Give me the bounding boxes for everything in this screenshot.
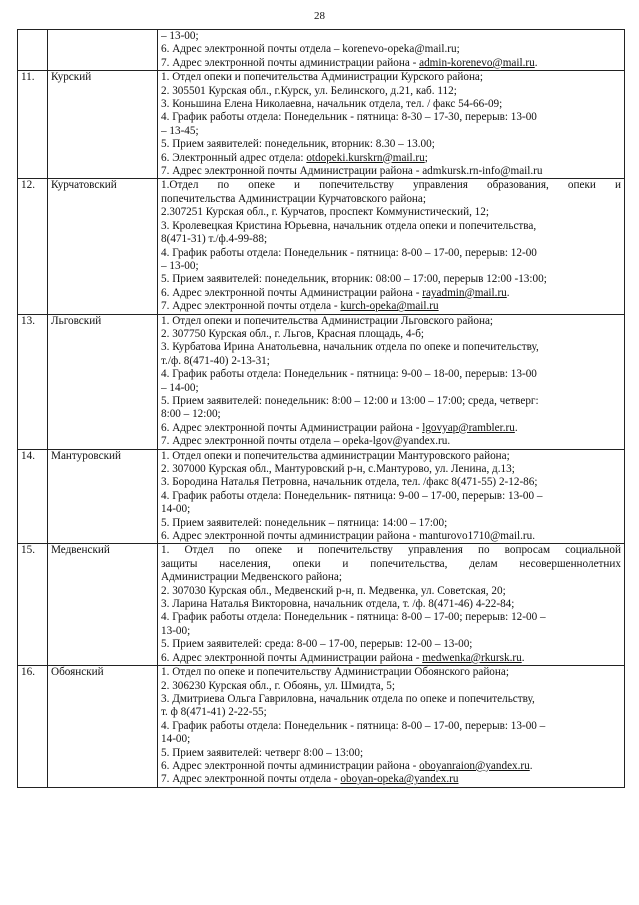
info-text: 6. Адрес электронной почты Администрации района -: [161, 286, 423, 299]
info-line: [161, 666, 621, 679]
department-info: [158, 179, 625, 314]
info-text: 7. Адрес электронной почты отдела -: [161, 300, 341, 313]
info-text: 6. Адрес электронной почты Администрации района -: [161, 421, 423, 434]
row-number: 16.: [18, 666, 48, 788]
info-line: [161, 611, 621, 624]
info-line: [161, 760, 621, 773]
info-text: 3. Дмитриева Ольга Гавриловна, начальник отдела по опеке и попечительству,: [161, 692, 535, 705]
row-number: 13.: [18, 314, 48, 449]
info-text: 5. Прием заявителей: среда: 8-00 – 17-00, перерыв: 12-00 – 13-00;: [161, 638, 473, 651]
info-text: 1. Отдел опеки и попечительства Администрации Курского района;: [161, 71, 484, 84]
table-row: [18, 666, 625, 788]
info-line: [161, 625, 621, 638]
info-line: [161, 598, 621, 611]
info-text: – 13-45;: [161, 124, 199, 137]
info-line: [161, 733, 621, 746]
info-text: 7. Адрес электронной почты администрации района -: [161, 56, 420, 69]
department-info: [158, 449, 625, 544]
info-line: [161, 395, 621, 408]
info-line: [161, 585, 621, 598]
info-line: [161, 706, 621, 719]
info-text: 5. Прием заявителей: четверг 8:00 – 13:00;: [161, 746, 364, 759]
info-line: [161, 220, 621, 233]
info-text: 3. Курбатова Ирина Анатольевна, начальник отдела по опеке и попечительству,: [161, 341, 539, 354]
info-line: [161, 273, 621, 286]
info-line: [161, 111, 621, 124]
info-text: 5. Прием заявителей: понедельник – пятница: 14:00 – 17:00;: [161, 516, 448, 529]
info-text-suffix: .: [514, 421, 518, 434]
info-text: 3. Ларина Наталья Викторовна, начальник отдела, т. /ф. 8(471-46) 4-22-84;: [161, 598, 515, 611]
email-link[interactable]: oboyan-opeka@yandex.ru: [340, 773, 459, 786]
email-link[interactable]: otdopeki.kurskrn@mail.ru: [306, 151, 425, 164]
table-row: [18, 30, 625, 71]
info-line: [161, 517, 621, 530]
info-text: попечительства Администрации Курчатовского района;: [161, 192, 426, 205]
table-row: [18, 314, 625, 449]
email-link[interactable]: kurch-opeka@mail.ru: [340, 300, 439, 313]
info-line: [161, 233, 621, 246]
info-line: [161, 300, 621, 313]
info-line: [161, 328, 621, 341]
info-line: [161, 368, 621, 381]
info-line: [161, 571, 621, 584]
info-text: 2. 307030 Курская обл., Медвенский р-н, п. Медвенка, ул. Советская, 20;: [161, 584, 506, 597]
info-line: [161, 463, 621, 476]
info-text: 8:00 – 12:00;: [161, 408, 221, 421]
info-text: 4. График работы отдела: Понедельник - пятница: 9-00 – 18-00, перерыв: 13-00: [161, 368, 537, 381]
info-text: 14-00;: [161, 733, 191, 746]
row-number: 12.: [18, 179, 48, 314]
row-number: [18, 30, 48, 71]
info-text: 7. Адрес электронной почты отдела -: [161, 773, 341, 786]
info-text-suffix: .: [534, 56, 538, 69]
info-line: [161, 720, 621, 733]
info-text: т./ф. 8(471-40) 2-13-31;: [161, 354, 270, 367]
info-line: [161, 98, 621, 111]
info-line: [161, 408, 621, 421]
info-line: [161, 193, 621, 206]
info-line: [161, 747, 621, 760]
info-text: 5. Прием заявителей: понедельник, вторник: 8.30 – 13.00;: [161, 138, 435, 151]
row-number: 15.: [18, 544, 48, 666]
table-body: [18, 30, 625, 788]
info-text: Администрации Медвенского района;: [161, 571, 342, 584]
info-text: т. ф 8(471-41) 2-22-55;: [161, 706, 267, 719]
info-line: [161, 206, 621, 219]
info-line: [161, 638, 621, 651]
info-text: 5. Прием заявителей: понедельник, вторник: 08:00 – 17:00, перерыв 12:00 -13:00;: [161, 273, 547, 286]
email-link[interactable]: oboyanraion@yandex.ru: [419, 759, 530, 772]
info-line: [161, 43, 621, 56]
info-text: – 14-00;: [161, 381, 199, 394]
table-row: [18, 71, 625, 179]
info-line: [161, 165, 621, 178]
info-text: 3. Кролевецкая Кристина Юрьевна, начальник отдела опеки и попечительства,: [161, 219, 537, 232]
info-line: [161, 490, 621, 503]
info-text: 2. 307000 Курская обл., Мантуровский р-н, с.Мантурово, ул. Ленина, д.13;: [161, 463, 515, 475]
info-line: [161, 138, 621, 151]
info-line: [161, 450, 621, 463]
info-line: [161, 30, 621, 43]
info-line: [161, 435, 621, 448]
info-text: 4. График работы отдела: Понедельник - пятница: 8-00 – 17-00; перерыв: 12-00 –: [161, 611, 546, 624]
guardianship-departments-table: [17, 29, 625, 788]
info-line: [161, 503, 621, 516]
info-line: [161, 260, 621, 273]
info-text: 1.Отдел по опеке и попечительству управления образования, опеки и: [161, 179, 621, 192]
district-name: Обоянский: [48, 666, 158, 788]
info-text: защиты населения, опеки и попечительства, делам несовершеннолетних: [161, 557, 621, 570]
info-text: 14-00;: [161, 503, 191, 516]
info-text: 6. Адрес электронной почты отдела – korenevo-opeka@mail.ru;: [161, 43, 460, 56]
info-text-suffix: .: [521, 651, 525, 664]
info-line: [161, 530, 621, 543]
info-text: 1. Отдел опеки и попечительства Администрации Льговского района;: [161, 314, 494, 327]
info-text: 4. График работы отдела: Понедельник - пятница: 8-00 – 17-00, перерыв: 12-00: [161, 246, 537, 259]
department-info: [158, 314, 625, 449]
info-text: 2. 307750 Курская обл., г. Льгов, Красная площадь, 4-б;: [161, 327, 424, 340]
info-text: 6. Адрес электронной почты Администрации района -: [161, 651, 423, 664]
info-line: [161, 179, 621, 192]
district-name: Мантуровский: [48, 449, 158, 544]
info-text-suffix: .: [529, 759, 533, 772]
district-name: Льговский: [48, 314, 158, 449]
table-row: [18, 179, 625, 314]
email-link[interactable]: rayadmin@mail.ru: [422, 286, 507, 299]
table-row: [18, 544, 625, 666]
info-text: 1. Отдел по опеке и попечительству Администрации Обоянского района;: [161, 666, 509, 679]
info-text-suffix: ;: [424, 151, 428, 164]
info-text: 6. Электронный адрес отдела:: [161, 151, 307, 164]
district-name: Курчатовский: [48, 179, 158, 314]
info-line: [161, 341, 621, 354]
row-number: 14.: [18, 449, 48, 544]
info-line: [161, 382, 621, 395]
department-info: [158, 666, 625, 788]
email-link[interactable]: admin-korenevo@mail.ru: [419, 56, 535, 69]
district-name: [48, 30, 158, 71]
info-line: [161, 125, 621, 138]
info-line: [161, 544, 621, 557]
email-link[interactable]: medwenka@rkursk.ru: [422, 651, 522, 664]
info-text: 2. 306230 Курская обл., г. Обоянь, ул. Шмидта, 5;: [161, 679, 395, 692]
info-text: – 13-00;: [161, 30, 199, 42]
info-text: 2. 305501 Курская обл., г.Курск, ул. Белинского, д.21, каб. 112;: [161, 84, 457, 97]
info-text: 1. Отдел опеки и попечительства администрации Мантуровского района;: [161, 449, 510, 462]
department-info: [158, 30, 625, 71]
info-line: [161, 71, 621, 84]
info-text: 7. Адрес электронной почты Администрации района - admkursk.rn-info@mail.ru: [161, 165, 543, 178]
info-line: [161, 247, 621, 260]
info-text-suffix: .: [506, 286, 510, 299]
info-line: [161, 476, 621, 489]
info-line: [161, 652, 621, 665]
table-row: [18, 449, 625, 544]
info-text: 4. График работы отдела: Понедельник - пятница: 8-30 – 17-30, перерыв: 13-00: [161, 111, 537, 124]
info-text: 13-00;: [161, 624, 191, 637]
info-text: 7. Адрес электронной почты отдела – opeka-lgov@yandex.ru.: [161, 435, 451, 448]
district-name: Медвенский: [48, 544, 158, 666]
info-text: 2.307251 Курская обл., г. Курчатов, проспект Коммунистический, 12;: [161, 206, 489, 219]
info-text: 4. График работы отдела: Понедельник - пятница: 8-00 – 17-00, перерыв: 13-00 –: [161, 719, 546, 732]
info-line: [161, 558, 621, 571]
info-line: [161, 773, 621, 786]
info-line: [161, 693, 621, 706]
info-line: [161, 680, 621, 693]
info-line: [161, 85, 621, 98]
info-line: [161, 152, 621, 165]
info-line: [161, 315, 621, 328]
email-link[interactable]: lgovyap@rambler.ru: [422, 421, 515, 434]
row-number: 11.: [18, 71, 48, 179]
info-line: [161, 422, 621, 435]
info-line: [161, 57, 621, 70]
info-text: 5. Прием заявителей: понедельник: 8:00 – 12:00 и 13:00 – 17:00; среда, четверг:: [161, 394, 539, 407]
info-line: [161, 355, 621, 368]
page-number: 28: [314, 10, 325, 22]
info-line: [161, 287, 621, 300]
info-text: 3. Коньшина Елена Николаевна, начальник отдела, тел. / факс 54-66-09;: [161, 98, 503, 111]
district-name: Курский: [48, 71, 158, 179]
info-text: 3. Бородина Наталья Петровна, начальник отдела, тел. /факс 8(471-55) 2-12-86;: [161, 476, 538, 489]
info-text: 1. Отдел по опеке и попечительству управления по вопросам социальной: [161, 544, 621, 557]
info-text: 4. График работы отдела: Понедельник- пятница: 9-00 – 17-00, перерыв: 13-00 –: [161, 489, 543, 502]
department-info: [158, 71, 625, 179]
info-text: – 13-00;: [161, 259, 199, 272]
info-text: 6. Адрес электронной почты администрации района -: [161, 759, 420, 772]
department-info: [158, 544, 625, 666]
info-text: 8(471-31) т./ф.4-99-88;: [161, 233, 268, 246]
info-text: 6. Адрес электронной почты администрации района - manturovo1710@mail.ru.: [161, 530, 536, 543]
